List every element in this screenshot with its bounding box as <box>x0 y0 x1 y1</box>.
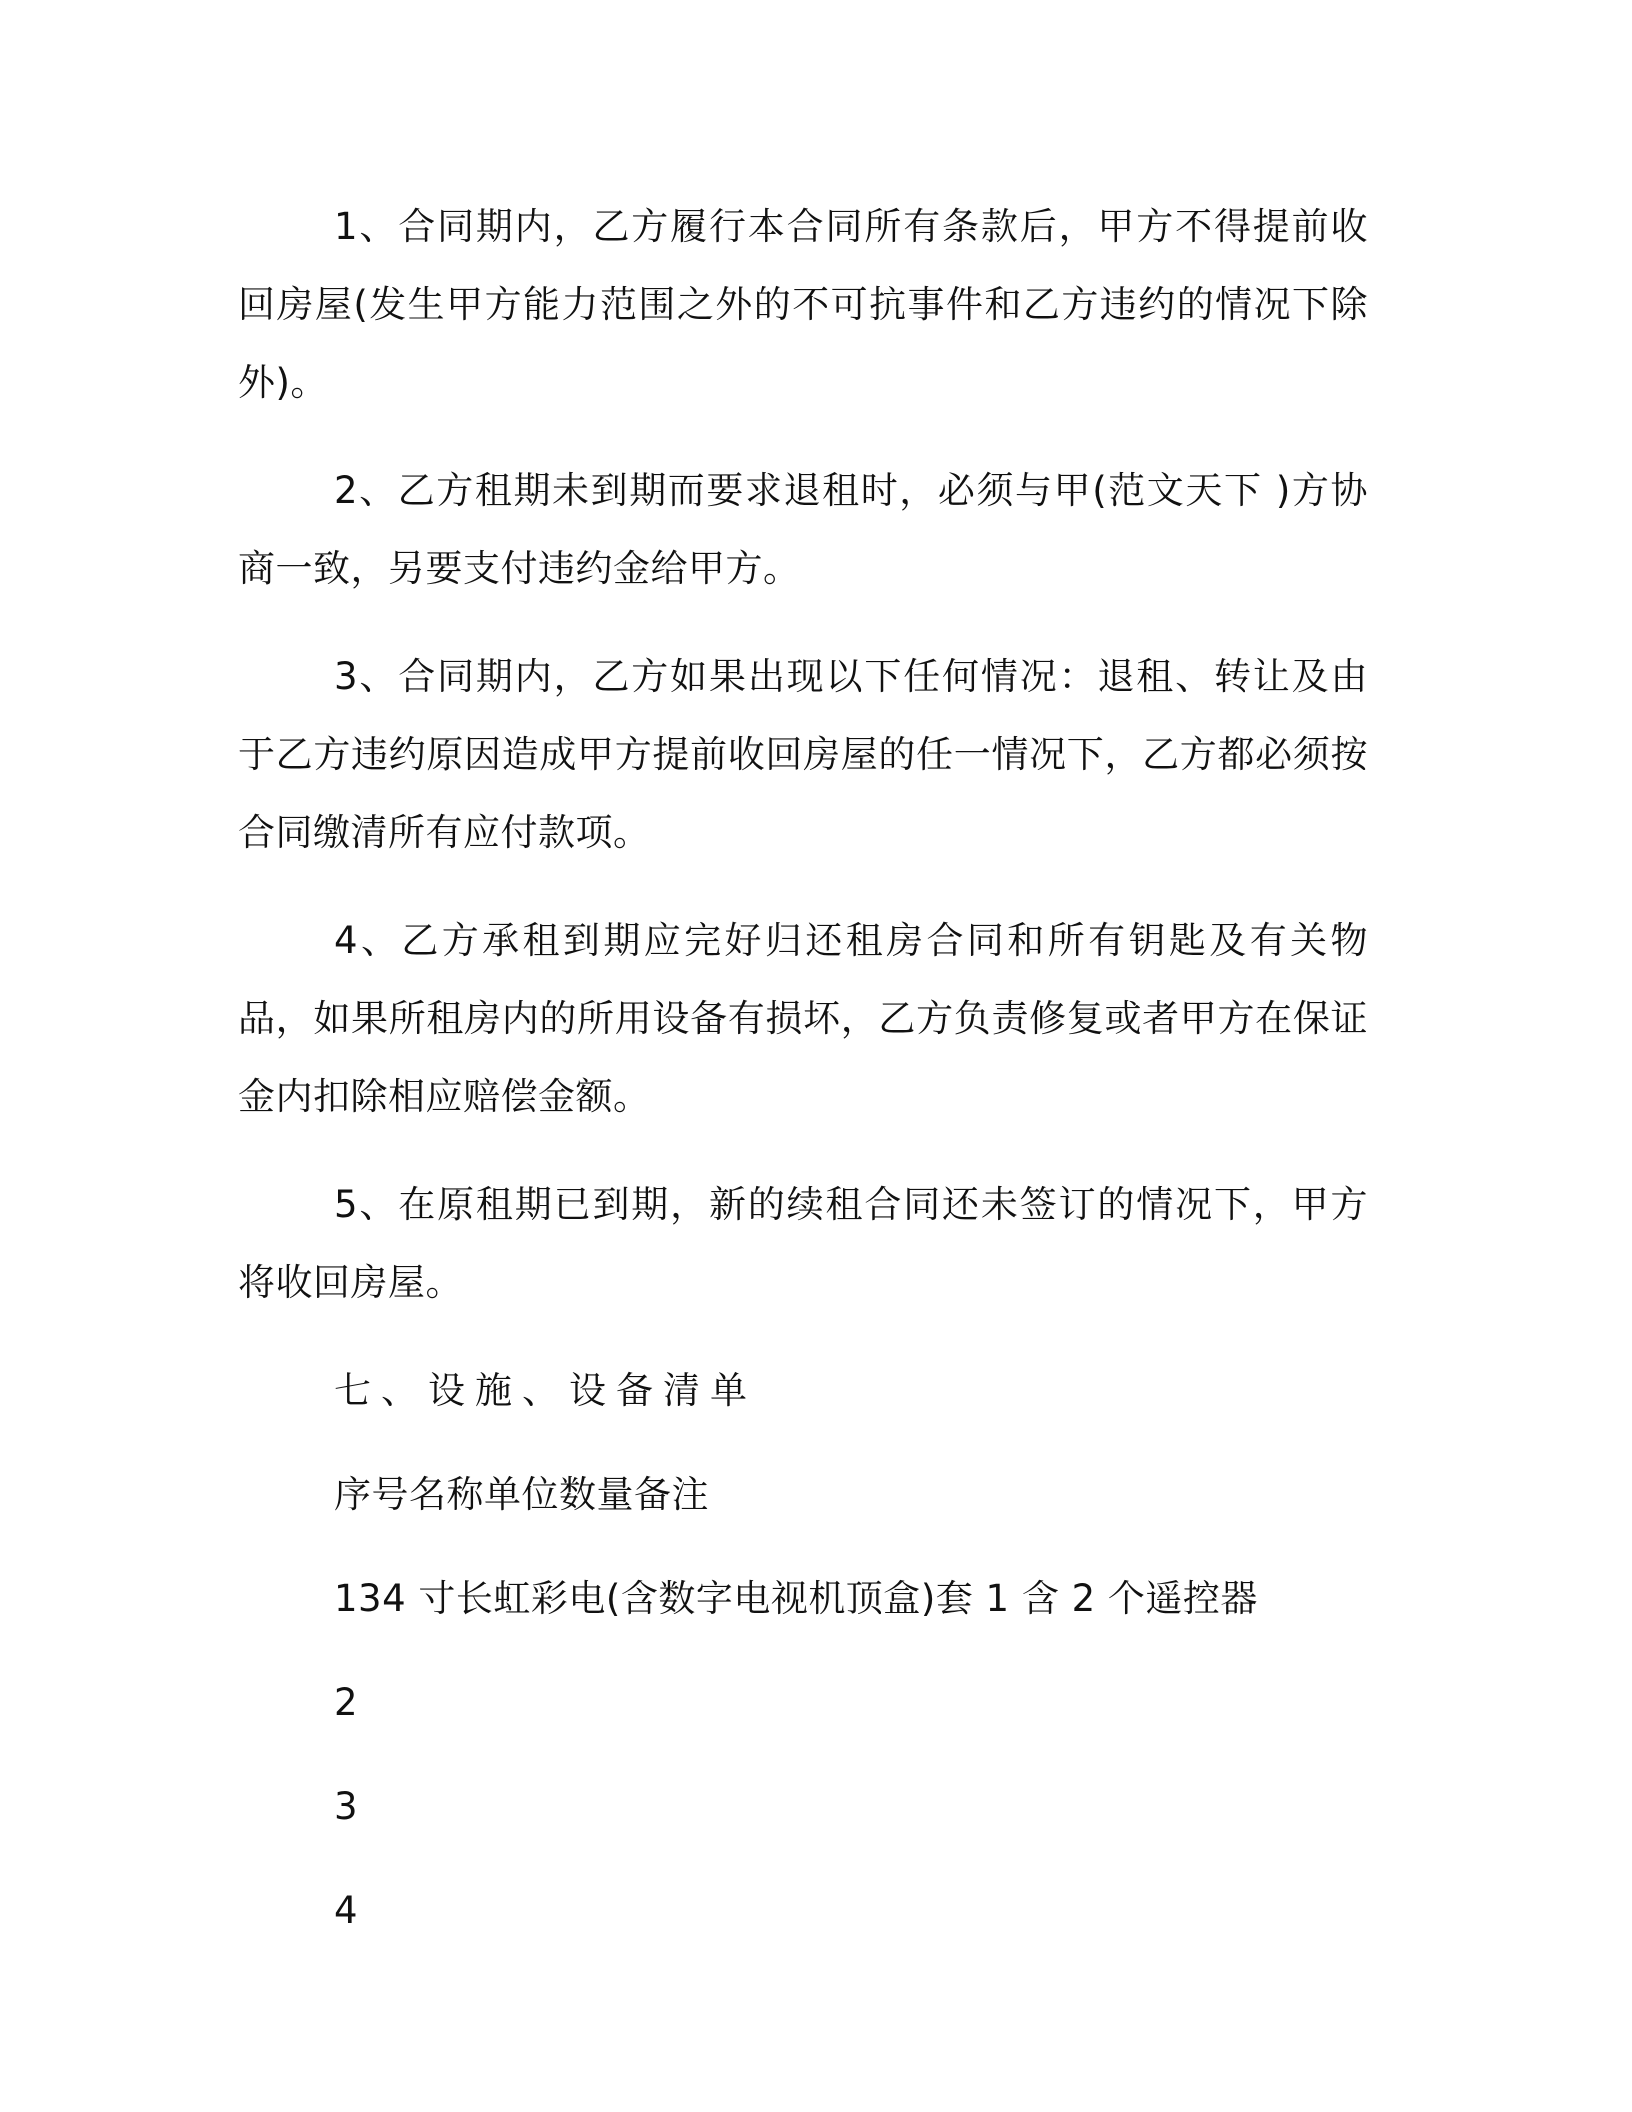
section-title: 七、设施、设备清单 <box>334 1369 757 1412</box>
equipment-row-2: 2 <box>334 1681 359 1724</box>
equipment-row-1: 134 寸长虹彩电(含数字电视机顶盒)套 1 含 2 个遥控器 <box>334 1577 1258 1620</box>
clause-4: 4、乙方承租到期应完好归还租房合同和所有钥匙及有关物品，如果所租房内的所用设备有损坏，乙方负责修复或者甲方在保证金内扣除相应赔偿金额。 <box>238 919 1368 1118</box>
equipment-row-3: 3 <box>334 1785 359 1828</box>
equipment-row-4: 4 <box>334 1889 359 1932</box>
equipment-table-header: 序号名称单位数量备注 <box>334 1473 709 1516</box>
document-body <box>238 188 1368 1976</box>
clause-3: 3、合同期内，乙方如果出现以下任何情况：退租、转让及由于乙方违约原因造成甲方提前收回房屋的任一情况下，乙方都必须按合同缴清所有应付款项。 <box>238 655 1368 854</box>
clause-2: 2、乙方租期未到期而要求退租时，必须与甲(范文天下 )方协商一致，另要支付违约金给甲方。 <box>238 469 1368 590</box>
clause-1: 1、合同期内，乙方履行本合同所有条款后，甲方不得提前收回房屋(发生甲方能力范围之外的不可抗事件和乙方违约的情况下除外)。 <box>238 205 1368 404</box>
clause-5: 5、在原租期已到期，新的续租合同还未签订的情况下，甲方将收回房屋。 <box>238 1183 1368 1304</box>
